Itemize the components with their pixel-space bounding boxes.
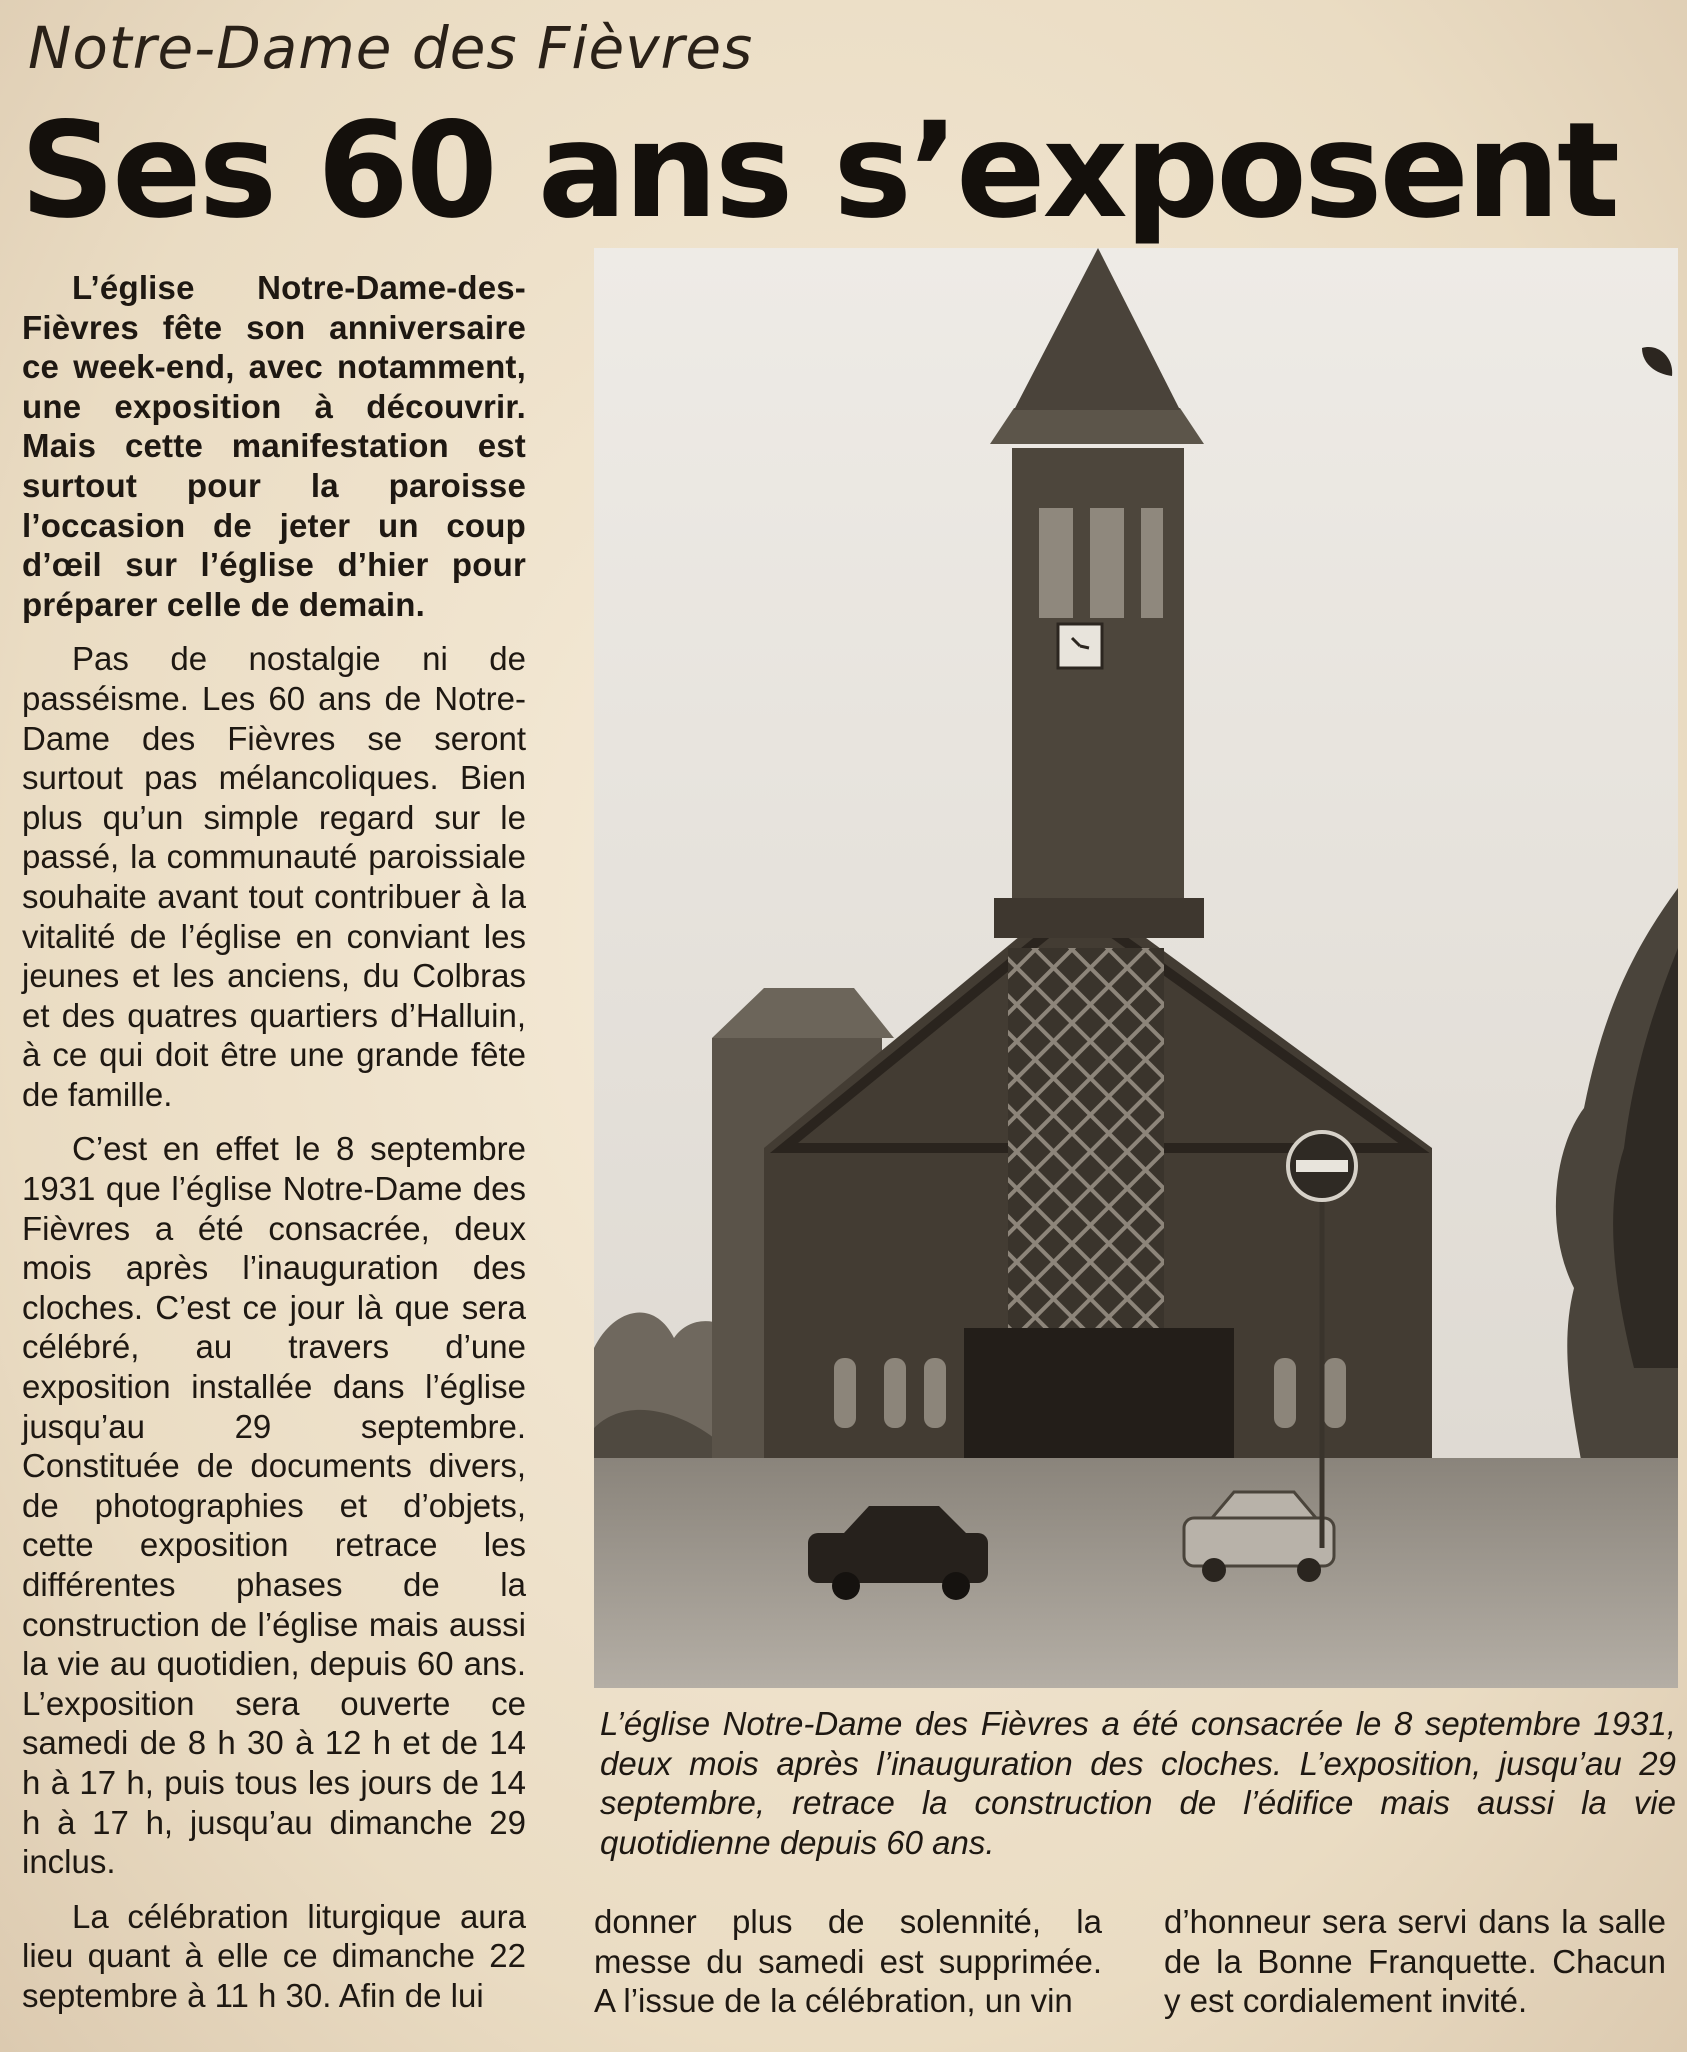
article-paragraph-3: La célébration liturgique aura lieu quant à elle ce dimanche 22 septembre à 11 h 30. Afin de lui — [22, 1897, 526, 2014]
photo-caption: L’église Notre-Dame des Fièvres a été consacrée le 8 septembre 1931, deux mois après l’inauguration des cloches. L’exposition, jusqu’au 29 septembre, retrace la construction de l’édifice mais aussi la vie quotidienne depuis 60 ans. — [600, 1705, 1676, 1861]
article-column-right — [1164, 1902, 1666, 2021]
article-headline: Ses 60 ans s’exposent — [20, 94, 1618, 248]
article-continuation-right: d’honneur sera servi dans la salle de la Bonne Franquette. Chacun y est cordialement invité. — [1164, 1903, 1666, 2020]
church-photo — [594, 248, 1678, 1688]
article-column-left — [22, 268, 526, 2016]
article-paragraph-1: Pas de nostalgie ni de passéisme. Les 60 ans de Notre-Dame des Fièvres se seront surtout pas mélancoliques. Bien plus qu’un simple regard sur le passé, la communauté paroissiale souhaite avant tout contribuer à la vitalité de l’église en conviant les jeunes et les anciens, du Colbras et des quatres quartiers d’Halluin, à ce qui doit être une grande fête de famille. — [22, 640, 526, 1113]
article-paragraph-2: C’est en effet le 8 septembre 1931 que l’église Notre-Dame des Fièvres a été consacrée, deux mois après l’inauguration des cloches. C’est ce jour là que sera célébré, au travers d’une exposition installée dans l’église jusqu’au 29 septembre. Constituée de documents divers, de photographies et d’objets, cette exposition retrace les différentes phases de la construction de l’église mais aussi la vie au quotidien, depuis 60 ans. L’exposition sera ouverte ce samedi de 8 h 30 à 12 h et de 14 h à 17 h, puis tous les jours de 14 h à 17 h, jusqu’au dimanche 29 inclus. — [22, 1130, 526, 1881]
article-column-middle — [594, 1902, 1102, 2021]
article-continuation-middle: donner plus de solennité, la messe du samedi est supprimée. A l’issue de la célébration, un vin — [594, 1903, 1102, 2020]
article-kicker: Notre-Dame des Fièvres — [28, 14, 754, 82]
article-lead: L’église Notre-Dame-des-Fièvres fête son anniversaire ce week-end, avec notamment, une exposition à découvrir. Mais cette manifestation est surtout pour la paroisse l’occasion de jeter un coup d’œil sur l’église d’hier pour préparer celle de demain. — [22, 269, 526, 623]
